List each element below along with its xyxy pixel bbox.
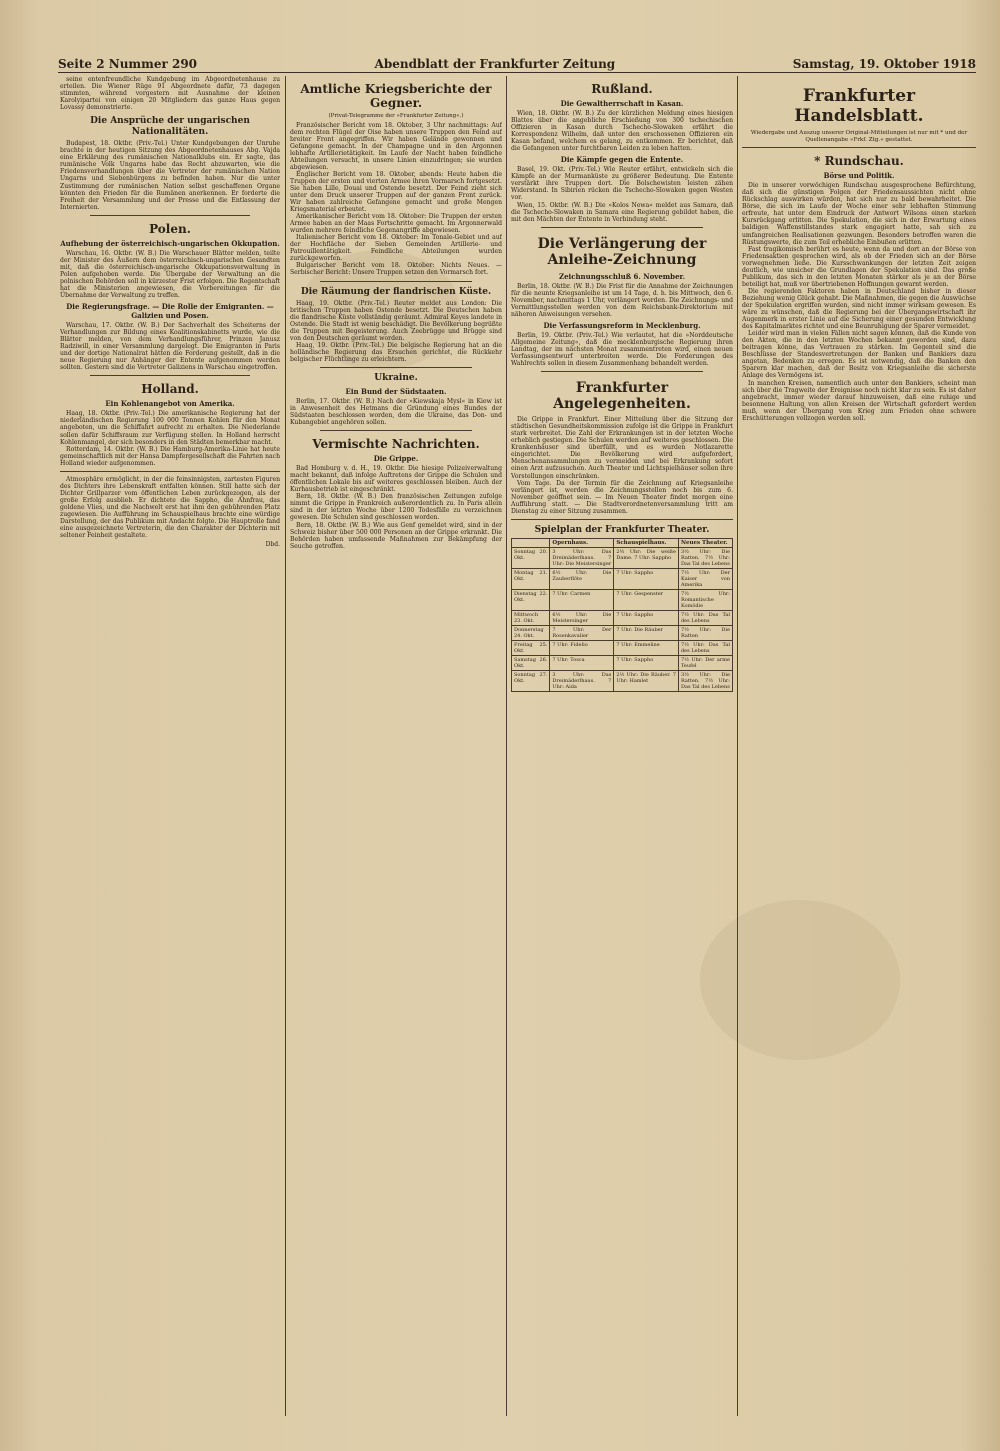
issue-date: Samstag, 19. Oktober 1918 <box>792 57 976 71</box>
headline-rundschau: * Rundschau. <box>814 154 904 169</box>
headline-poland: Polen. <box>149 221 191 236</box>
theater-cell: 3½ Uhr: Die Ratten. 7½ Uhr: Das Tal des Lebens <box>678 670 732 691</box>
theater-cell: 7½ Uhr: Der Kaiser von Amerika <box>678 568 732 589</box>
newspaper-title: Abendblatt der Frankfurter Zeitung <box>374 57 616 71</box>
article-boerse-2: Fast tragikomisch berührt es heute, wenn da und dort an der Börse von Friedensaktien gesprochen wird, als ob der Frieden sich an der Börse vorwegnehmen ließe. Die Kursschwankungen der letzten Zeit zeigen deutlich, wie unsicher die Grundlagen der Spekulation sind. Das große Publikum, das sich in den letzten Monaten stärker als je an der Börse beteiligt hat, muß vor übertriebenen Hoffnungen gewarnt werden. <box>742 245 976 288</box>
report-bulgarian: Bulgarischer Bericht vom 18. Oktober: Nichts Neues. — Serbischer Bericht: Unsere Truppen setzen den Vormarsch fort. <box>290 262 502 277</box>
subheadline-boerse: Börse und Politik. <box>823 171 895 181</box>
theater-cell: 6½ Uhr: Die Zauberflöte <box>550 568 614 589</box>
theater-table <box>511 538 733 692</box>
article-frankfurt-flu: Die Grippe in Frankfurt. Einer Mitteilung über die Sitzung der städtischen Gesundheitskommission zufolge ist die Grippe in Frankfurt stark verbreitet. Die Zahl der Erkrankungen ist in der letzten Woche erheblich gestiegen. Die Schulen werden auf weiteres geschlossen. Die Krankenhäuser sind überfüllt, und es wurden Notlazarette eingerichtet. Die Bevölkerung wird aufgefordert, Menschenansammlungen zu vermeiden und bei Erkrankung sofort einen Arzt aufzusuchen. Auch Theater und Lichtspielhäuser sollen ihre Vorstellungen einschränken. <box>511 416 733 480</box>
theater-header-cell: Opernhaus. <box>550 538 614 547</box>
theater-cell: 3½ Uhr: Die Ratten. 7½ Uhr: Das Tal des Lebens <box>678 547 732 568</box>
article-flu-homburg: Bad Homburg v. d. H., 19. Oktbr. Die hiesige Polizeiverwaltung macht bekannt, daß infolge Auftretens der Grippe die Schulen und öffentlichen Lokale bis auf weiteres geschlossen bleiben. Auch der Kurhausbetrieb ist eingeschränkt. <box>290 465 502 494</box>
subheadline-loan-deadline: Zeichnungsschluß 6. November. <box>558 271 686 281</box>
theater-header-cell: Schauspielhaus. <box>614 538 679 547</box>
article-occupation: Warschau, 16. Oktbr. (W. B.) Die Warschauer Blätter melden, teilte der Minister des Äußern dem österreichisch-ungarischen Gesandten mit, daß die österreichisch-ungarische Okkupationsverwaltung in Polen aufgehoben werde. Die Übergabe der Verwaltung an die polnischen Behörden soll in kürzester Frist erfolgen. Die Regentschaft hat die Ministerien angewiesen, die Vorbereitungen für die Übernahme der Verwaltung zu treffen. <box>60 249 280 299</box>
signature: Dbd. <box>265 541 280 549</box>
article-mecklenburg: Berlin, 19. Oktbr. (Priv.-Tel.) Wie verlautet, hat die »Norddeutsche Allgemeine Zeitung«, daß die mecklenburgische Regierung ihren Landtag, der im nächsten Monat zusammentreten wird, einen neuen Verfassungsentwurf unterbreiten werde. Die Forderungen des Wahlrechts sollen in diesem Zusammenhang behandelt werden. <box>511 331 733 368</box>
headline-misc: Vermischte Nachrichten. <box>312 437 480 452</box>
theater-row <box>512 625 733 640</box>
theater-row <box>512 610 733 625</box>
theater-cell: 3 Uhr: Das Dreimäderlhaus. 7 Uhr: Aida <box>550 670 614 691</box>
theater-title: Spielplan der Frankfurter Theater. <box>534 524 710 535</box>
headline-ukraine: Ukraine. <box>374 372 418 383</box>
column-4 <box>742 76 976 1406</box>
theater-cell: 7 Uhr: Gespenster <box>614 589 679 610</box>
column-3 <box>511 76 733 1406</box>
section-subtitle: Wiedergabe und Auszug unserer Original-Mitteilungen ist nur mit * und der Quellenangabe »Frkf. Ztg.« gestattet. <box>750 130 968 143</box>
article-flu-france: Bern, 18. Oktbr. (W. B.) Den französischen Zeitungen zufolge nimmt die Grippe in Frankreich außerordentlich zu. In Paris allein sind in der letzten Woche über 1200 Todesfälle zu verzeichnen gewesen. Die Schulen sind geschlossen worden. <box>290 493 502 522</box>
headline-russia: Rußland. <box>591 82 653 96</box>
theater-cell: 7½ Uhr: Das Tal des Lebens <box>678 610 732 625</box>
subheadline-kazan: Die Gewaltherrschaft in Kasan. <box>560 99 684 108</box>
article-ukraine: Berlin, 17. Oktbr. (W. B.) Nach der »Kiewskaja Mysl« in Kiew ist in Anwesenheit des Hetmans die Gründung eines Bundes der Südstaaten beschlossen worden, dem die Ukraine, das Don- und Kubangebiet angehören sollen. <box>290 397 502 427</box>
headline-holland: Holland. <box>141 382 199 397</box>
article-coal: Haag, 18. Oktbr. (Priv.-Tel.) Die amerikanische Regierung hat der niederländischen Regierung 100 000 Tonnen Kohlen für den Monat angeboten, um die Schiffahrt aufrecht zu erhalten. Die Niederlande sollen dafür Schiffsraum zur Verfügung stellen. In Holland herrscht Kohlenmangel, der sich besonders in den Städten bemerkbar macht. <box>60 410 280 446</box>
theater-cell: 7½ Uhr: Die Ratten <box>678 625 732 640</box>
theater-header-cell: Neues Theater. <box>678 538 732 547</box>
theater-cell: 6½ Uhr: Die Meistersinger <box>550 610 614 625</box>
subheadline-government: Die Regierungsfrage. — Die Rolle der Emigranten. — Galizien und Posen. <box>66 302 274 321</box>
theater-cell: 7½ Uhr: Romantische Komödie <box>678 589 732 610</box>
theater-cell: Freitag 25. Okt. <box>512 640 550 655</box>
theater-cell: 7 Uhr: Sappho <box>614 610 679 625</box>
headline-flanders: Die Räumung der flandrischen Küste. <box>300 286 492 297</box>
theater-cell: Sonntag 27. Okt. <box>512 670 550 691</box>
theater-cell: 7 Uhr: Emmeline <box>614 640 679 655</box>
theater-cell: Sonntag 20. Okt. <box>512 547 550 568</box>
theater-row <box>512 589 733 610</box>
theater-cell: 7 Uhr: Der Rosenkavalier <box>550 625 614 640</box>
theater-cell: Samstag 26. Okt. <box>512 655 550 670</box>
masthead <box>58 56 976 73</box>
subheadline-mecklenburg: Die Verfassungsreform in Mecklenburg. <box>543 320 701 330</box>
theater-cell: 3 Uhr: Das Dreimäderlhaus. 7 Uhr: Die Meistersinger <box>550 547 614 568</box>
theater-row <box>512 547 733 568</box>
article-nationalities: Budapest, 18. Oktbr. (Priv.-Tel.) Unter Kundgebungen der Unruhe brachte in der heutigen Sitzung des Abgeordnetenhauses Abg. Vajda eine Erklärung des rumänischen Nationalklubs ein. Er sagte, das rumänische Volk Ungarns habe das Recht abzuwarten, wie die Friedensverhandlungen über die Vertreter der rumänischen Nation Ungarns und Siebenbürgens zu befinden haben. Nur die unter Zustimmung der rumänischen Nation selbst geschaffenen Organe könnten den Frieden für die Rumänen anerkennen. Er forderte die Freiheit der Versammlung und der Presse und die Entlassung der Internierten. <box>60 140 280 211</box>
article-boerse-4: Leider wird man in vielen Fällen nicht sagen können, daß die Kunde von den Akten, die in den letzten Wochen bekannt geworden sind, dazu beitragen könne, das Vertrauen zu stärken. Im Gegenteil sind die Beschlüsse der Standesvertretungen der Banken und Bankiers dazu angetan, Bedenken zu erregen. Es ist notwendig, daß die Banken den Sparern klar machen, daß der Besitz von Kriegsanleihe die sicherste Anlage des Vermögens ist. <box>742 330 976 380</box>
column-2 <box>290 76 502 1406</box>
theater-cell: 7 Uhr: Die Räuber <box>614 625 679 640</box>
article-boerse-1: Die in unserer vorwöchigen Rundschau ausgesprochene Befürchtung, daß sich die günstigen Folgen der Friedensaussichten nicht ohne Rückschlag auswirken würden, hat sich nur zu bald bewahrheitet. Die Börse, die sich im Laufe der Woche einer sehr lebhaften Stimmung erfreute, hat unter dem Eindruck der Antwort Wilsons einen starken Kursrückgang erlitten. Die Spekulation, die sich in der Erwartung eines baldigen Waffenstillstandes stark engagiert hatte, sah sich zu umfangreichen Realisationen gezwungen. Besonders betroffen waren die Rüstungswerte, die zum Teil erhebliche Einbußen erlitten. <box>742 182 976 246</box>
report-italian: Italienischer Bericht vom 18. Oktober: Im Tonale-Gebiet und auf der Hochfläche der Sieben Gemeinden Artillerie- und Patrouillentätigkeit. Feindliche Abteilungen wurden zurückgeworfen. <box>290 234 502 263</box>
section-title-handelsblatt: Frankfurter Handelsblatt. <box>794 86 924 126</box>
subheadline-occupation: Aufhebung der österreichisch-ungarischen Okkupation. <box>60 238 280 248</box>
theater-cell: 2½ Uhr: Die Räuber. 7 Uhr: Hamlet <box>614 670 679 691</box>
column-rule <box>506 76 507 1416</box>
article-intro: seine entenfreundliche Kundgebung im Abgeordnetenhause zu erteilen. Die Wiener Rüge 91 Abgeordnete dafür, 73 dagegen stimmten, während vorgestern mit Ausnahme der kleinen Karolyipartei von einigen 20 Mitgliedern das ganze Haus gegen Lovassy demonstrierte. <box>60 76 280 112</box>
theater-cell: 7½ Uhr: Der arme Teufel <box>678 655 732 670</box>
theater-row <box>512 640 733 655</box>
theater-cell: Montag 21. Okt. <box>512 568 550 589</box>
headline-nationalities: Die Ansprüche der ungarischen Nationalitäten. <box>90 116 250 138</box>
theater-cell: Mittwoch 23. Okt. <box>512 610 550 625</box>
column-rule <box>285 76 286 1416</box>
theater-row <box>512 568 733 589</box>
article-murman: Basel, 19. Okt. (Priv.-Tel.) Wie Reuter erfährt, entwickeln sich die Kämpfe an der Murmanküste zu größerer Bedeutung. Die Entente verstärkt ihre Truppen dort. Die Bolschewisten leisten zähen Widerstand. In Sibirien rücken die Tschecho-Slowaken gegen Westen vor. <box>511 166 733 202</box>
article-hapag: Rotterdam, 14. Oktbr. (W. B.) Die Hamburg-Amerika-Linie hat heute gemeinschaftlich mit der Hansa Dampfergesellschaft die Fahrten nach Holland wieder aufgenommen. <box>60 445 280 467</box>
article-refugees: Haag, 19. Oktbr. (Priv.-Tel.) Die belgische Regierung hat an die holländische Regierung das Ersuchen gerichtet, die Rückkehr belgischer Flüchtlinge zu erleichtern. <box>290 341 502 363</box>
headline-loan: Die Verlängerung der Anleihe-Zeichnung <box>537 235 707 268</box>
page-number: Seite 2 Nummer 290 <box>58 57 198 71</box>
theater-cell: 7 Uhr: Fidelio <box>550 640 614 655</box>
feuilleton: Atmosphäre ermöglicht, in der die feinsinnigsten, zartesten Figuren des Dichters ihre Lebenskraft entfalten können. Still hatte sich der Dichter Grillparzer vom öffentlichen Leben zurückgezogen, als der große Erfolg ausblieb. Er dichtete die Sappho, die Ahnfrau, das goldene Vlies, und die Nachwelt erst hat ihm den gebührenden Platz zugewiesen. Die Aufführung im Schauspielhaus brachte eine würdige Darstellung, der das Publikum mit Andacht folgte. Die Hauptrolle fand eine ausgezeichnete Vertreterin, die den Charakter der Dichterin mit seltener Feinheit gestaltete. <box>60 475 280 540</box>
subheadline-coal: Ein Kohlenangebot von Amerika. <box>105 399 235 409</box>
article-vom-tage: Vom Tage. Da der Termin für die Zeichnung auf Kriegsanleihe verlängert ist, werden die Zeichnungsstellen noch bis zum 6. November geöffnet sein. — Im Neuen Theater findet morgen eine Aufführung statt. — Die Stadtverordnetenversammlung tritt am Dienstag zu einer Sitzung zusammen. <box>511 479 733 515</box>
theater-header-row <box>512 538 733 547</box>
article-boerse-3: Die regierenden Faktoren haben in Deutschland bisher in dieser Beziehung wenig Glück gehabt. Die Maßnahmen, die gegen die Auswüchse der Spekulation ergriffen wurden, sind nicht immer wirksam gewesen. Es wäre zu wünschen, daß die Regierung bei der Übergangswirtschaft ihr Augenmerk in erster Linie auf die Sicherung einer gesunden Entwicklung des Kapitalmarktes richtet und eine Beunruhigung der Sparer vermeidet. <box>742 287 976 331</box>
theater-cell: 7½ Uhr: Das Tal des Lebens <box>678 640 732 655</box>
article-flanders: Haag, 19. Oktbr. (Priv.-Tel.) Reuter meldet aus London: Die britischen Truppen haben Ostende besetzt. Die Deutschen haben die flandrische Küste vollständig geräumt. Admiral Keyes landete in Ostende. Die Stadt ist wenig beschädigt. Die Bevölkerung begrüßte die Truppen mit Begeisterung. Auch Zeebrügge und Brügge sind von den Deutschen geräumt worden. <box>290 299 502 342</box>
theater-cell: Dienstag 22. Okt. <box>512 589 550 610</box>
theater-cell: Donnerstag 24. Okt. <box>512 625 550 640</box>
theater-cell: 7 Uhr: Sappho <box>614 655 679 670</box>
headline-war-reports: Amtliche Kriegsberichte der Gegner. <box>300 82 492 110</box>
theater-row <box>512 655 733 670</box>
theater-cell: 2½ Uhr: Die weiße Dame. 7 Uhr: Sappho <box>614 547 679 568</box>
article-loan: Berlin, 18. Oktbr. (W. B.) Die Frist für die Annahme der Zeichnungen für die neunte Kriegsanleihe ist um 14 Tage, d. h. bis Mittwoch, den 6. November, nachmittags 1 Uhr, verlängert worden. Die Zeichnungs- und Vermittlungsstellen werden von dem Reichsbank-Direktorium mit näheren Anweisungen versehen. <box>511 282 733 318</box>
subheadline-south-states: Ein Bund der Südstaaten. <box>345 386 447 396</box>
column-1 <box>60 76 280 1406</box>
article-boerse-5: In manchen Kreisen, namentlich auch unter den Bankiers, scheint man sich über die Tragweite der Ereignisse noch nicht klar zu sein. Es ist daher angebracht, immer wieder darauf hinzuweisen, daß eine ruhige und besonnene Haltung von allen Kreisen der Wirtschaft gefordert werden muß, wenn der Übergang vom Krieg zum Frieden ohne schwere Erschütterungen vollzogen werden soll. <box>742 379 976 422</box>
article-government: Warschau, 17. Oktbr. (W. B.) Der Sachverhalt des Scheiterns der Verhandlungen zur Bildung eines Koalitionskabinetts wurde, wie die Blätter melden, von dem Verhandlungsführer, Prinzen Janusz Radziwill, in einer Versammlung dargelegt. Die Emigranten in Paris und der dortige Nationalrat hätten die Forderung gestellt, daß in die neue Regierung nur Anhänger der Entente aufgenommen werden sollten. Gestern sind die Vertreter Galiziens in Warschau eingetroffen. <box>60 322 280 372</box>
theater-header-cell <box>512 538 550 547</box>
subheadline-entente-fights: Die Kämpfe gegen die Entente. <box>560 155 684 165</box>
theater-cell: 7 Uhr: Tosca <box>550 655 614 670</box>
headline-frankfurt: Frankfurter Angelegenheiten. <box>553 380 691 413</box>
column-rule <box>737 76 738 1416</box>
report-french: Französischer Bericht vom 18. Oktober, 3 Uhr nachmittags: Auf dem rechten Flügel der Oise haben unsere Truppen den Feind auf breiter Front angegriffen. Wir haben Gelände gewonnen und Gefangene gemacht. In der Champagne und in den Argonnen lebhafte Artillerietätigkeit. Im Laufe der Nacht haben feindliche Abteilungen versucht, in unsere Linien einzudringen; sie wurden abgewiesen. <box>290 121 502 171</box>
report-american: Amerikanischer Bericht vom 18. Oktober: Die Truppen der ersten Armee haben an der Maas Fortschritte gemacht. Im Argonnerwald wurden mehrere feindliche Gegenangriffe abgewiesen. <box>290 213 502 235</box>
theater-cell: 7 Uhr: Sappho <box>614 568 679 589</box>
war-reports-note: (Privat-Telegramme der »Frankfurter Zeitung«.) <box>328 113 464 119</box>
article-flu-swiss: Bern, 18. Oktbr. (W. B.) Wie aus Genf gemeldet wird, sind in der Schweiz bisher über 500 000 Personen an der Grippe erkrankt. Die Behörden haben umfassende Maßnahmen zur Bekämpfung der Seuche getroffen. <box>290 521 502 550</box>
article-kazan: Wien, 18. Oktbr. (W. B.) Zu der kürzlichen Meldung eines hiesigen Blattes über die angebliche Erschießung von 300 tschechischen Offizieren in Kasan durch Tschecho-Slowaken erfährt die Korrespondenz Wilhelm, daß unter den erschossenen Offizieren ein Kasan befand, welchem es gelang, zu entkommen. Er berichtet, daß die Gefangenen unter furchtbaren Leiden zu leben hatten. <box>511 110 733 153</box>
report-english: Englischer Bericht vom 18. Oktober, abends: Heute haben die Truppen der ersten und vierten Armee ihren Vormarsch fortgesetzt. Sie haben Lille, Douai und Ostende besetzt. Der Feind zieht sich unter dem Druck unserer Truppen auf der ganzen Front zurück. Wir haben zahlreiche Gefangene gemacht und große Mengen Kriegsmaterial erbeutet. <box>290 170 502 214</box>
article-samara: Wien, 15. Oktbr. (W. B.) Die »Kolos Newa« meldet aus Samara, daß die Tschecho-Slowaken in Samara eine Regierung gebildet haben, die mit den Mächten der Entente in Verbindung steht. <box>511 201 733 223</box>
subheadline-flu: Die Grippe. <box>373 454 419 464</box>
theater-row <box>512 670 733 691</box>
theater-cell: 7 Uhr: Carmen <box>550 589 614 610</box>
